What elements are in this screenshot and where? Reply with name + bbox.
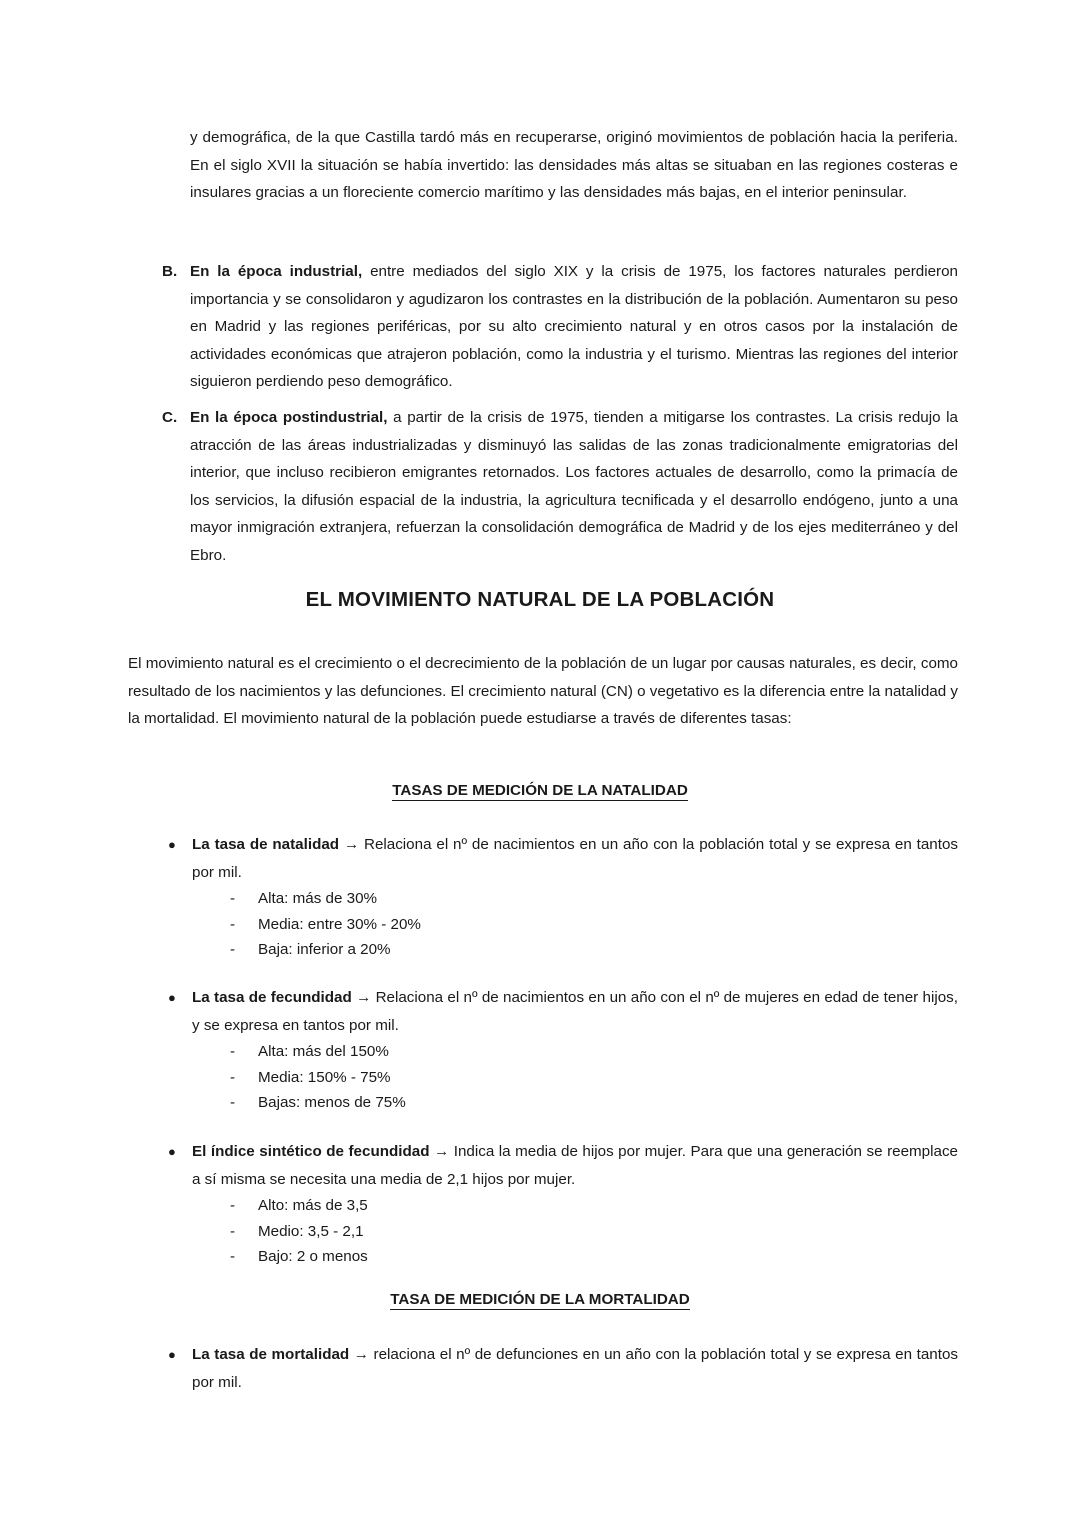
bullet-item (168, 984, 958, 1039)
sub-list-item-text: Medio: 3,5 - 2,1 (258, 1222, 364, 1240)
bullet-block-indice-sintetico (168, 1138, 958, 1270)
bullet-block-natalidad (168, 831, 958, 963)
page-title: EL MOVIMIENTO NATURAL DE LA POBLACIÓN (305, 588, 775, 611)
sub-list-item-text: Bajo: 2 o menos (258, 1248, 368, 1265)
sub-list-item (168, 886, 958, 912)
sub-list-item (168, 1039, 958, 1065)
bullet-text: Relaciona el nº de nacimientos en un año con la población total y se expresa en tantos por mil. (192, 836, 958, 881)
sub-list-item (168, 912, 958, 938)
bullet-item (168, 1138, 958, 1193)
section-heading-natality (0, 782, 1080, 799)
list-item-lead-b: En la época industrial, (190, 263, 363, 280)
sub-list (168, 886, 958, 963)
bullet-item (168, 831, 958, 886)
bullet-text: Relaciona el nº de nacimientos en un año con el nº de mujeres en edad de tener hijos, y se expresa en tantos por mil. (192, 989, 958, 1034)
bullet-dot-icon: ● (168, 1144, 176, 1159)
dash-marker: - (230, 1094, 236, 1111)
continued-paragraph-block (190, 124, 958, 207)
sub-list-item (168, 1244, 958, 1270)
sub-list-item (168, 1219, 958, 1245)
lettered-list-item-b (162, 258, 958, 396)
bullet-dot-icon: ● (168, 837, 176, 852)
bullet-arrow: → (353, 1346, 369, 1363)
dash-marker: - (230, 1248, 236, 1265)
bullet-text: Indica la media de hijos por mujer. Para que una generación se reemplace a sí misma se necesita una media de 2,1 hijos por mujer. (192, 1143, 958, 1188)
dash-marker: - (230, 1197, 236, 1214)
bullet-block-mortalidad (168, 1341, 958, 1396)
bullet-dot-icon: ● (168, 990, 176, 1005)
sub-list-item (168, 1090, 958, 1116)
sub-list-item-text: Alta: más del 150% (258, 1043, 389, 1060)
bullet-lead: La tasa de mortalidad (192, 1346, 350, 1363)
sub-list (168, 1193, 958, 1270)
bullet-dot-icon: ● (168, 1347, 176, 1362)
bullet-block-fecundidad (168, 984, 958, 1116)
section-heading-mortality-text: TASA DE MEDICIÓN DE LA MORTALIDAD (390, 1291, 690, 1308)
section-heading-mortality (0, 1291, 1080, 1308)
lettered-list-item-c (162, 404, 958, 569)
list-item-text-c: a partir de la crisis de 1975, tienden a mitigarse los contrastes. La crisis redujo la atracción de las áreas industrializadas y disminuyó las salidas de las zonas tradicionalmente emigratorias del interior, que incluso recibieron emigrantes retornados. Los factores actuales de desarrollo, como la primacía de los servicios, la difusión espacial de la industria, la agricultura tecnificada y el desarrollo endógeno, junto a una mayor inmigración extranjera, refuerzan la consolidación demográfica de Madrid y de los ejes mediterráneo y del Ebro. (190, 409, 958, 564)
dash-marker: - (230, 941, 236, 958)
intro-paragraph: El movimiento natural es el crecimiento o el decrecimiento de la población de un lugar por causas naturales, es decir, como resultado de los nacimientos y las defunciones. El crecimiento natural (CN) o vegetativo es la diferencia entre la natalidad y la mortalidad. El movimiento natural de la población puede estudiarse a través de diferentes tasas: (128, 655, 958, 727)
list-marker-c: C. (162, 409, 178, 426)
dash-marker: - (230, 890, 236, 907)
section-heading-natality-text: TASAS DE MEDICIÓN DE LA NATALIDAD (392, 782, 688, 799)
bullet-lead: La tasa de fecundidad (192, 989, 352, 1006)
sub-list (168, 1039, 958, 1116)
continued-paragraph: y demográfica, de la que Castilla tardó más en recuperarse, originó movimientos de población hacia la periferia. En el siglo XVII la situación se había invertido: las densidades más altas se situaban en las regiones costeras e insulares gracias a un floreciente comercio marítimo y las densidades más bajas, en el interior peninsular. (190, 129, 958, 201)
sub-list-item (168, 937, 958, 963)
bullet-text: relaciona el nº de defunciones en un año con la población total y se expresa en tantos por mil. (192, 1346, 958, 1391)
list-item-text-b: entre mediados del siglo XIX y la crisis de 1975, los factores naturales perdieron importancia y se consolidaron y agudizaron los contrastes en la distribución de la población. Aumentaron su peso en Madrid y las regiones periféricas, por su alto crecimiento natural y en otros casos por la instalación de actividades económicas que atrajeron población, como la industria y el turismo. Mientras las regiones del interior siguieron perdiendo peso demográfico. (190, 263, 958, 390)
sub-list-item-text: Media: entre 30% - 20% (258, 915, 421, 933)
bullet-item (168, 1341, 958, 1396)
dash-marker: - (230, 1068, 236, 1086)
list-item (162, 258, 958, 396)
sub-list-item-text: Alta: más de 30% (258, 890, 378, 907)
list-item (162, 404, 958, 569)
list-marker-b: B. (162, 263, 178, 280)
sub-list-item (168, 1193, 958, 1219)
sub-list-item (168, 1065, 958, 1091)
dash-marker: - (230, 1222, 236, 1240)
list-item-lead-c: En la época postindustrial, (190, 409, 388, 426)
bullet-lead: El índice sintético de fecundidad (192, 1143, 430, 1160)
sub-list-item-text: Bajas: menos de 75% (258, 1094, 406, 1111)
sub-list-item-text: Media: 150% - 75% (258, 1068, 391, 1086)
bullet-arrow: → (343, 836, 360, 853)
bullet-lead: La tasa de natalidad (192, 836, 340, 853)
sub-list-item-text: Baja: inferior a 20% (258, 941, 391, 958)
bullet-arrow: → (434, 1143, 450, 1160)
dash-marker: - (230, 1043, 236, 1060)
bullet-arrow: → (356, 989, 372, 1006)
dash-marker: - (230, 915, 236, 933)
sub-list-item-text: Alto: más de 3,5 (258, 1197, 368, 1214)
